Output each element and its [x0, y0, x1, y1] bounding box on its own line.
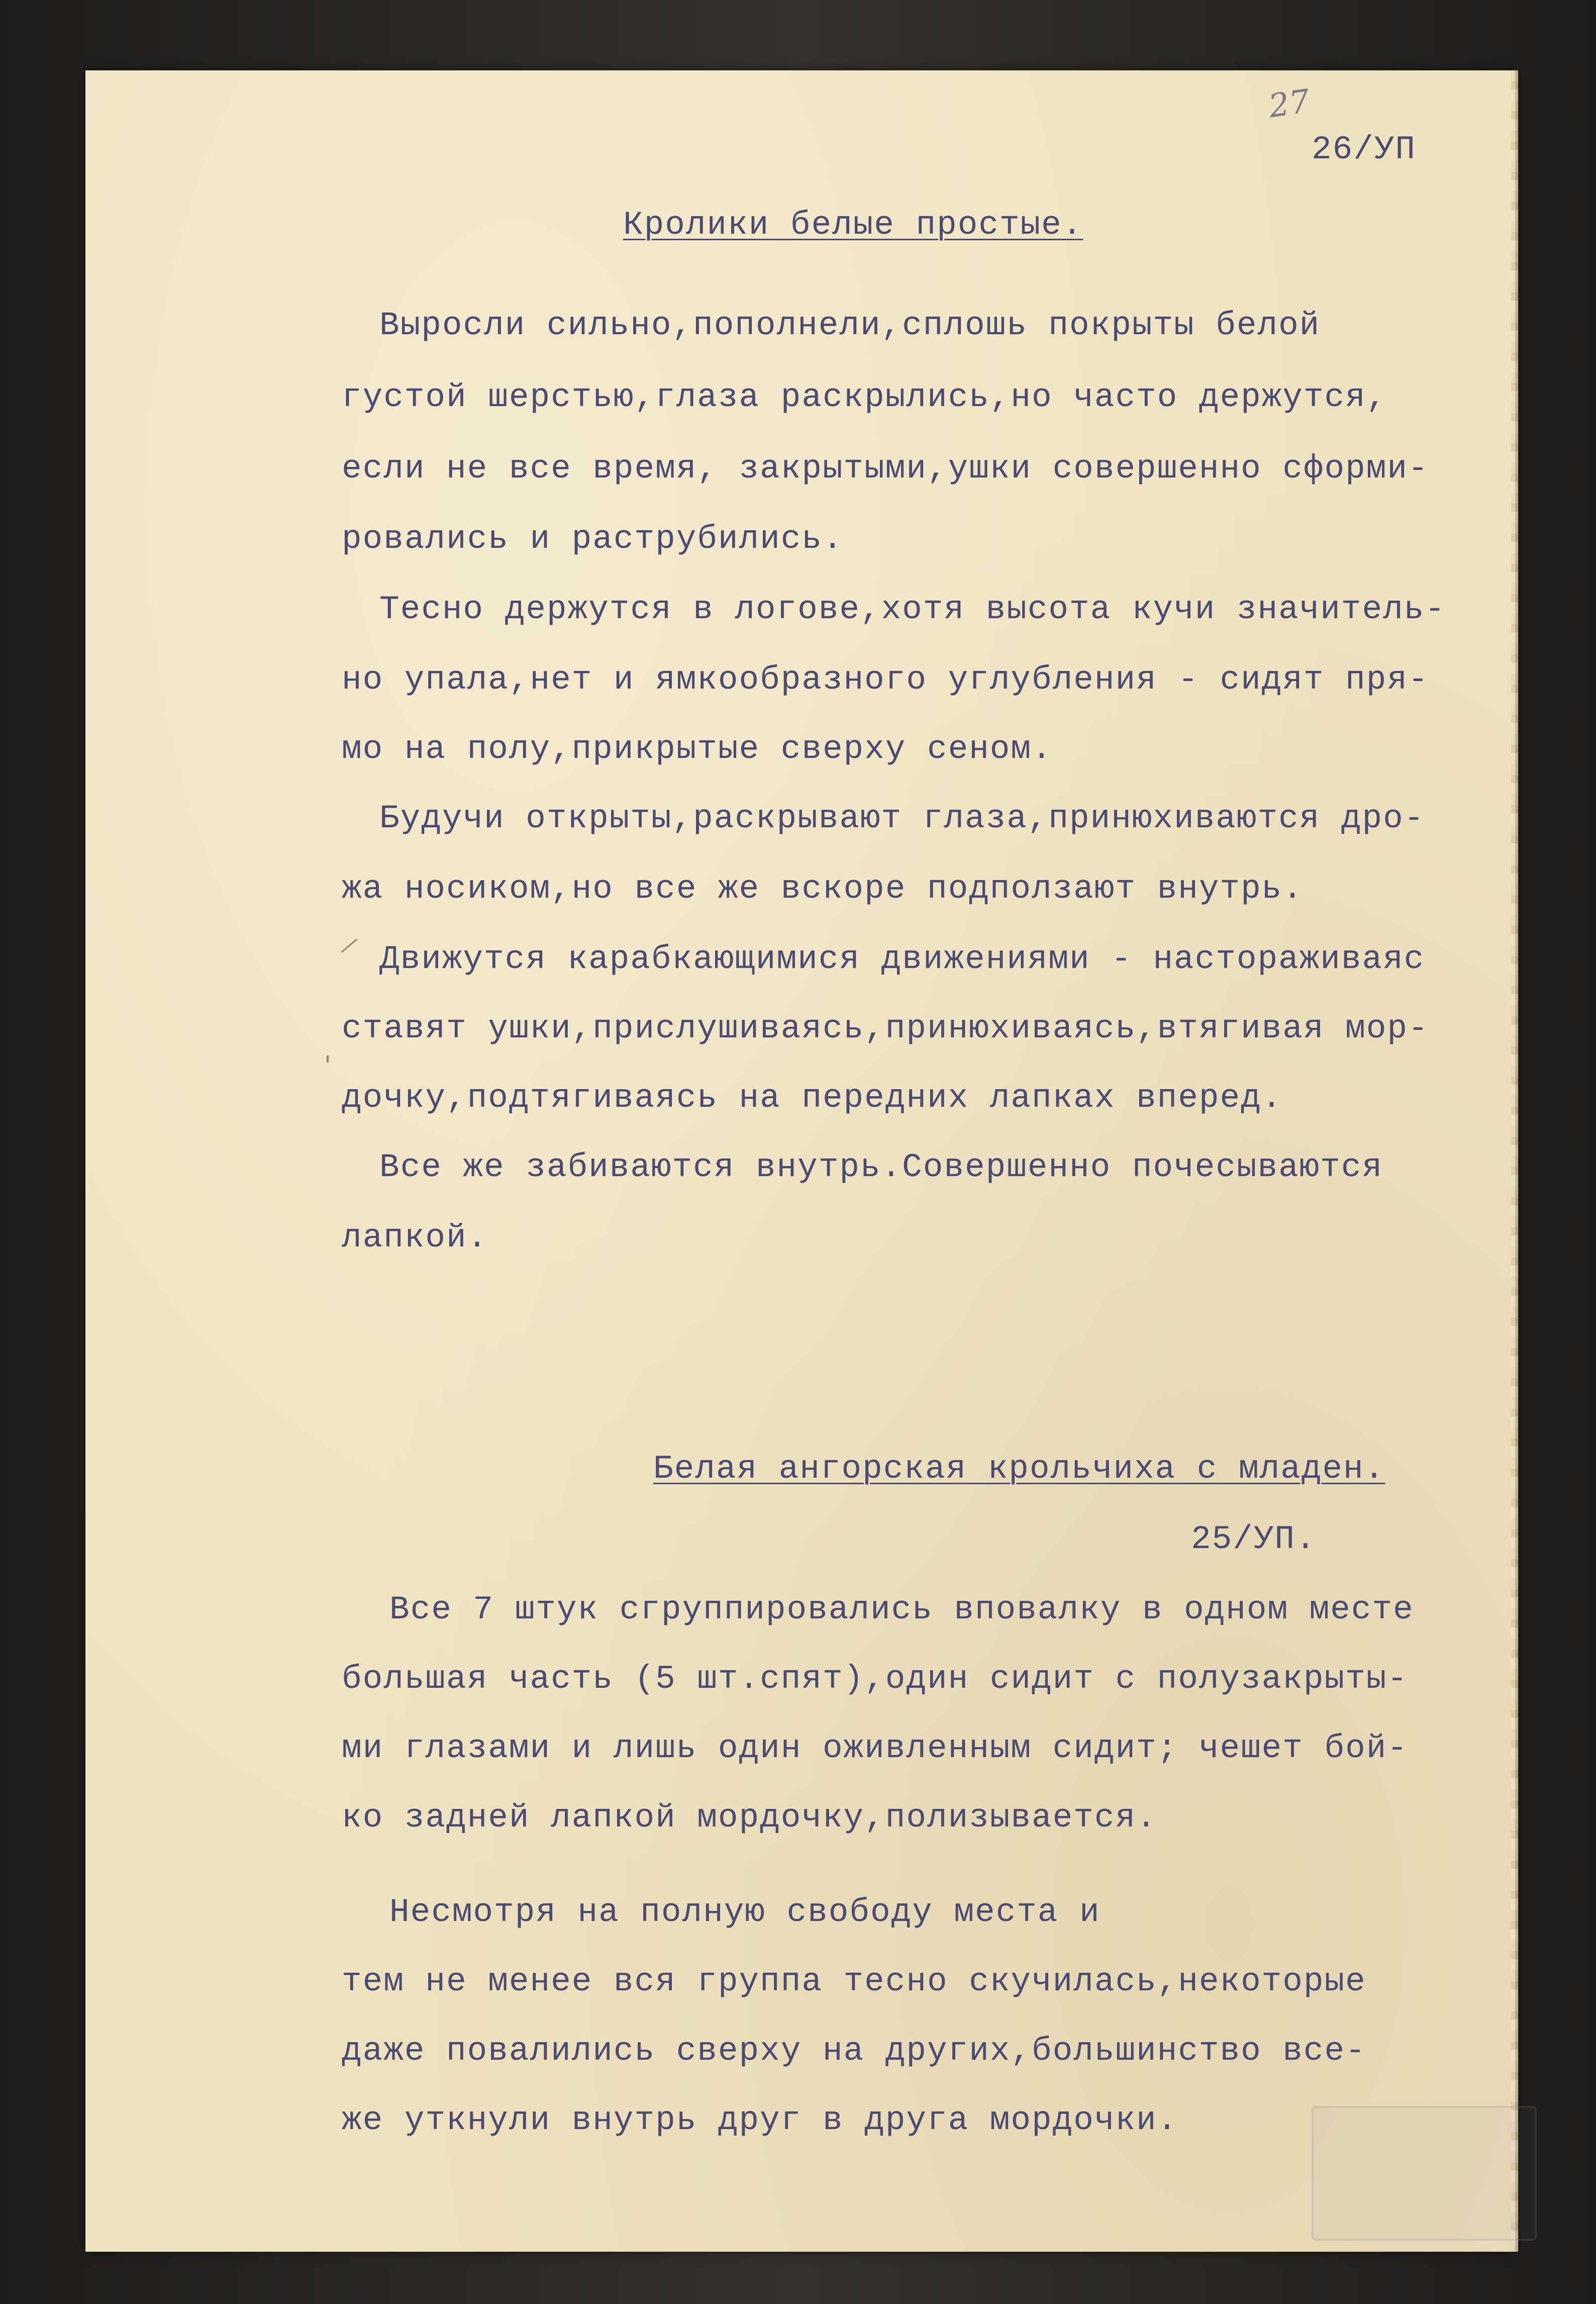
section1-line: Будучи открыты,раскрывают глаза,принюхиваются дро-: [379, 800, 1425, 837]
section2-line: же уткнули внутрь друг в друга мордочки.: [342, 2101, 1178, 2139]
section1-line: Все же забиваются внутрь.Совершенно почесываются: [379, 1148, 1383, 1186]
section1-line: лапкой.: [342, 1219, 488, 1257]
section1-line: ровались и раструбились.: [342, 520, 844, 558]
section1-line: ставят ушки,прислушиваясь,принюхиваясь,втягивая мор-: [342, 1010, 1429, 1047]
section2-line: большая часть (5 шт.спят),один сидит с полузакрыты-: [342, 1660, 1408, 1698]
section2-line: ми глазами и лишь один оживленным сидит; чешет бой-: [342, 1730, 1408, 1767]
section2-line: ко задней лапкой мордочку,полизывается.: [342, 1799, 1157, 1837]
margin-mark: [327, 1055, 329, 1063]
section1-line: дочку,подтягиваясь на передних лапках вперед.: [342, 1079, 1283, 1117]
section2-line: Все 7 штук сгруппировались вповалку в одном месте: [389, 1591, 1414, 1628]
document-page: [85, 70, 1515, 2252]
section2-line: Несмотря на полную свободу места и: [389, 1893, 1101, 1931]
section1-line: Выросли сильно,пополнели,сплошь покрыты белой: [379, 307, 1321, 344]
section1-line: если не все время, закрытыми,ушки совершенно сформи-: [342, 450, 1429, 488]
section2-line: тем не менее вся группа тесно скучилась,некоторые: [342, 1963, 1366, 2000]
section1-line: Тесно держутся в логове,хотя высота кучи значитель-: [379, 591, 1446, 628]
section1-line: но упала,нет и ямкообразного углубления - сидят пря-: [342, 661, 1429, 699]
section2-date: 25/УП.: [1191, 1520, 1317, 1558]
section1-title: Кролики белые простые.: [623, 206, 1083, 244]
section1-line: густой шерстью,глаза раскрылись,но часто держутся,: [342, 378, 1387, 416]
paper-edge: [1511, 70, 1518, 2252]
section2-title: Белая ангорская крольчиха с младен.: [653, 1450, 1385, 1488]
archive-page-number: 27: [1266, 82, 1313, 126]
date-header: 26/УП: [1312, 131, 1417, 168]
section1-line: Движутся карабкающимися движениями - настораживаяс: [379, 940, 1425, 978]
section1-line: мо на полу,прикрытые сверху сеном.: [342, 730, 1053, 768]
archive-stamp: [1312, 2106, 1537, 2241]
section2-line: даже повалились сверху на других,большинство все-: [342, 2032, 1366, 2070]
section1-line: жа носиком,но все же вскоре подползают внутрь.: [342, 870, 1304, 908]
margin-mark: [341, 938, 358, 952]
